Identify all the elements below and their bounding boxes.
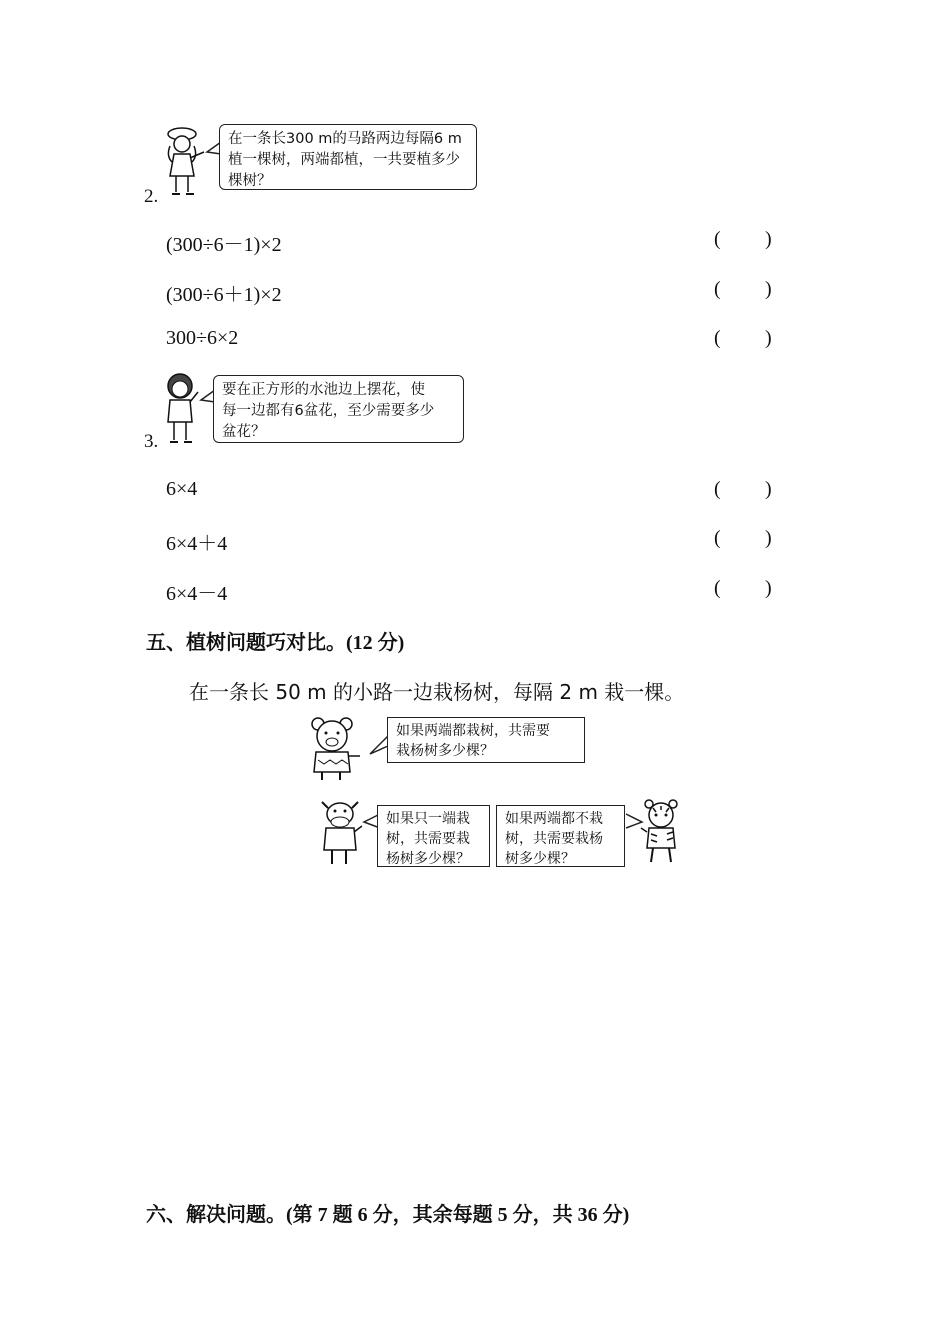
question-2-speech-bubble: 在一条长300 m的马路两边每隔6 m 植一棵树，两端都植，一共要植多少 棵树？ bbox=[219, 124, 477, 190]
boy-illustration bbox=[162, 372, 206, 448]
section-5-problem-text: 在一条长 50 m 的小路一边栽杨树，每隔 2 m 栽一棵。 bbox=[189, 680, 685, 704]
cow-speech-bubble: 如果只一端栽 树，共需要栽 杨树多少棵？ bbox=[377, 805, 490, 867]
option-expression: 300÷6×2 bbox=[166, 327, 239, 349]
option-expression: (300÷6＋1)×2 bbox=[166, 284, 282, 306]
option-expression: (300÷6－1)×2 bbox=[166, 234, 282, 256]
option-expression: 6×4＋4 bbox=[166, 533, 228, 555]
question-2-number: 2. bbox=[144, 186, 159, 207]
question-3-number: 3. bbox=[144, 431, 159, 452]
tiger-speech-bubble: 如果两端都不栽 树，共需要栽杨 树多少棵？ bbox=[496, 805, 625, 867]
question-3-speech-bubble: 要在正方形的水池边上摆花，使 每一边都有6盆花，至少需要多少 盆花？ bbox=[213, 375, 464, 443]
bear-speech-bubble: 如果两端都栽树，共需要 栽杨树多少棵？ bbox=[387, 717, 585, 763]
girl-illustration bbox=[160, 124, 214, 200]
section-6-heading: 六、解决问题。(第 7 题 6 分，其余每题 5 分，共 36 分) bbox=[146, 1202, 630, 1226]
tiger-illustration bbox=[639, 798, 685, 866]
option-expression: 6×4－4 bbox=[166, 583, 228, 605]
bear-illustration bbox=[306, 716, 362, 782]
cow-illustration bbox=[314, 796, 366, 868]
option-expression: 6×4 bbox=[166, 478, 198, 500]
section-5-heading: 五、植树问题巧对比。(12 分) bbox=[146, 630, 405, 654]
